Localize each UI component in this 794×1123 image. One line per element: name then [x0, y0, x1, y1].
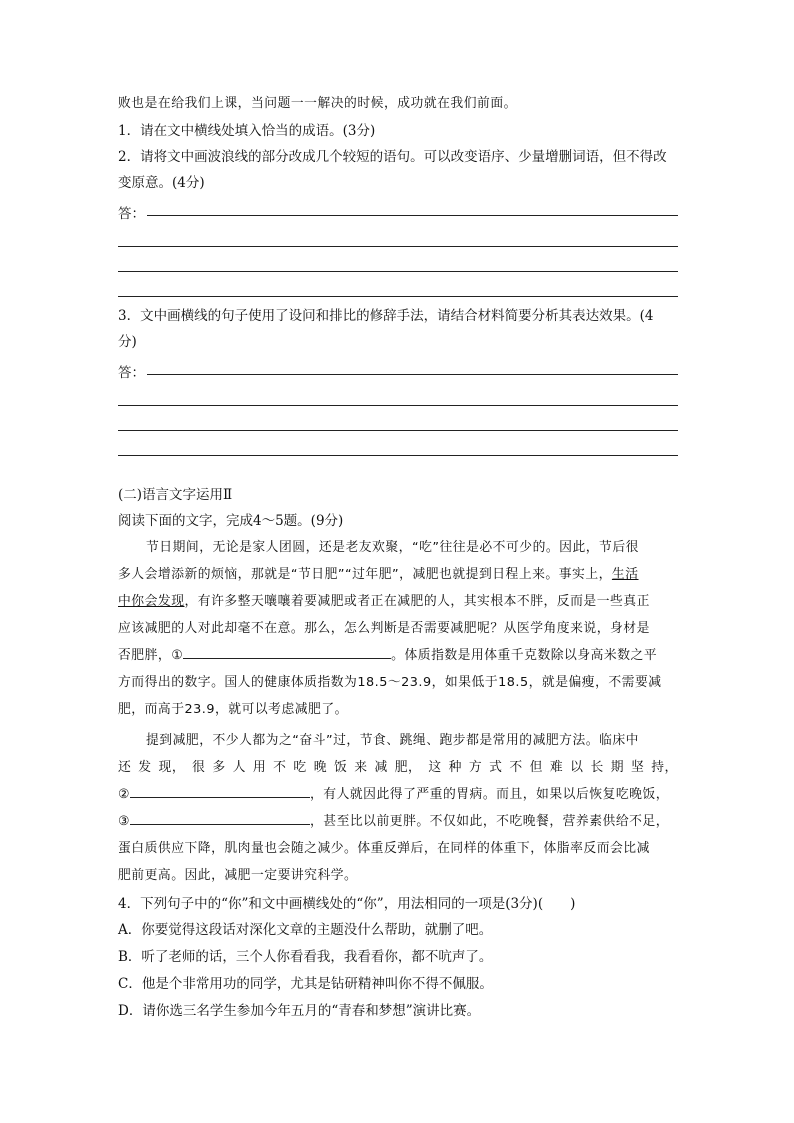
answer-line[interactable] [118, 246, 678, 247]
section-2-instruction: 阅读下面的文字，完成4～5题。(9分) [118, 513, 344, 529]
answer-line[interactable] [147, 374, 678, 375]
passage-char: 人 [232, 760, 246, 775]
passage-line [118, 808, 678, 835]
answer-line[interactable] [118, 271, 678, 272]
passage-line: 提到减肥，不少人都为之“奋斗”过，节食、跳绳、跑步都是常用的减肥方法。临床中 [146, 733, 639, 748]
passage-char: 长 [590, 760, 604, 775]
question-2-line-2: 变原意。(4分) [118, 175, 205, 191]
passage-char: 吃 [293, 760, 307, 775]
passage-char: 式 [489, 760, 503, 775]
answer-line[interactable] [118, 430, 678, 431]
passage-text: 否肥胖，① [118, 648, 184, 663]
fill-blank-1[interactable] [183, 646, 391, 659]
passage-char: 但 [529, 760, 543, 775]
passage-char: 难 [549, 760, 564, 775]
passage-char: 饭 [333, 760, 348, 775]
answer-line[interactable] [118, 455, 678, 456]
question-3-line-2: 分) [118, 334, 137, 350]
option-c[interactable]: C．他是个非常用功的同学，尤其是钻研精神叫你不得不佩服。 [118, 976, 493, 992]
passage-char: 方 [468, 760, 483, 775]
reading-passage [118, 534, 678, 889]
passage-text: ，有人就因此得了严重的胃病。而且，如果以后恢复吃晚饭， [309, 787, 669, 802]
answer-label: 答： [118, 206, 145, 222]
passage-char: 现， [158, 760, 186, 775]
fill-blank-2[interactable] [130, 785, 310, 798]
passage-char: 发 [138, 760, 152, 775]
option-a[interactable]: A．你要觉得这段话对深化文章的主题没什么帮助，就删了吧。 [118, 922, 493, 938]
passage-char: 晚 [313, 760, 327, 775]
passage-char: 坚 [630, 760, 645, 775]
passage-line: 方而得出的数字。国人的健康体质指数为18.5～23.9，如果低于18.5，就是偏瘦，不需要减 [118, 675, 662, 690]
passage-char: 持， [651, 760, 678, 775]
passage-line: 肥，而高于23.9，就可以考虑减肥了。 [118, 702, 348, 717]
intro-tail-text: 败也是在给我们上课，当问题一一解决的时候，成功就在我们前面。 [118, 96, 517, 111]
passage-char: 以 [570, 760, 584, 775]
answer-line[interactable] [147, 215, 678, 216]
passage-char: 减 [374, 760, 388, 775]
passage-line: 蛋白质供应下降，肌肉量也会随之减少。体重反弹后，在同样的体重下，体脂率反而会比减 [118, 841, 650, 856]
answer-3-first-row [118, 355, 678, 381]
question-4: 4．下列句子中的“你”和文中画横线处的“你”，用法相同的一项是(3分)( ) [118, 896, 576, 912]
underlined-phrase: 生活 [611, 567, 639, 582]
passage-char: 种 [448, 760, 462, 775]
passage-char: 期 [610, 760, 624, 775]
wavy-underlined-line [118, 754, 678, 781]
underlined-phrase: 中你会发现 [118, 594, 185, 609]
passage-text: ，有许多整天嚷嚷着要减肥或者正在减肥的人，其实根本不胖，反而是一些真正 [184, 594, 650, 609]
passage-char: 肥， [394, 760, 422, 775]
passage-text: ，甚至比以前更胖。不仅如此，不吃晚餐，营养素供给不足， [309, 814, 669, 829]
passage-line: 节日期间，无论是家人团圆，还是老友欢聚，“吃”往往是必不可少的。因此，节后很 [146, 540, 639, 555]
exam-page [118, 94, 678, 1025]
passage-char: 用 [252, 760, 267, 775]
option-d[interactable]: D．请你选三名学生参加今年五月的“青春和梦想”演讲比赛。 [118, 1003, 481, 1019]
answer-line[interactable] [118, 405, 678, 406]
question-3-line-1: 3．文中画横线的句子使用了设问和排比的修辞手法，请结合材料简要分析其表达效果。(4 [118, 308, 654, 324]
section-2-title: (二)语言文字运用Ⅱ [118, 487, 233, 503]
passage-char: 不 [509, 760, 523, 775]
passage-text: ② [118, 787, 130, 802]
passage-char: 这 [428, 760, 442, 775]
option-b[interactable]: B．听了老师的话，三个人你看看我，我看看你，都不吭声了。 [118, 949, 493, 965]
passage-line [118, 781, 678, 808]
passage-text: 多人会增添新的烦恼，那就是“节日肥”“过年肥”，减肥也就提到日程上来。事实上， [118, 567, 612, 582]
passage-line [118, 588, 678, 615]
passage-line [118, 642, 678, 669]
passage-char: 来 [354, 760, 368, 775]
answer-2-first-row [118, 196, 678, 222]
passage-text: 。体质指数是用体重千克数除以身高米数之平 [391, 648, 658, 663]
question-1: 1．请在文中横线处填入恰当的成语。(3分) [118, 123, 376, 139]
passage-line [118, 561, 678, 588]
passage-char: 多 [212, 760, 226, 775]
passage-char: 很 [192, 760, 206, 775]
passage-line: 应该减肥的人对此却毫不在意。那么，怎么判断是否需要减肥呢？从医学角度来说，身材是 [118, 621, 650, 636]
passage-line: 肥前更高。因此，减肥一定要讲究科学。 [118, 868, 358, 883]
answer-line[interactable] [118, 296, 678, 297]
answer-label: 答： [118, 365, 145, 381]
fill-blank-3[interactable] [130, 812, 310, 825]
passage-char: 还 [118, 760, 132, 775]
question-2-line-1: 2．请将文中画波浪线的部分改成几个较短的语句。可以改变语序、少量增删词语，但不得改 [118, 149, 667, 165]
passage-char: 不 [273, 760, 287, 775]
passage-text: ③ [118, 814, 130, 829]
